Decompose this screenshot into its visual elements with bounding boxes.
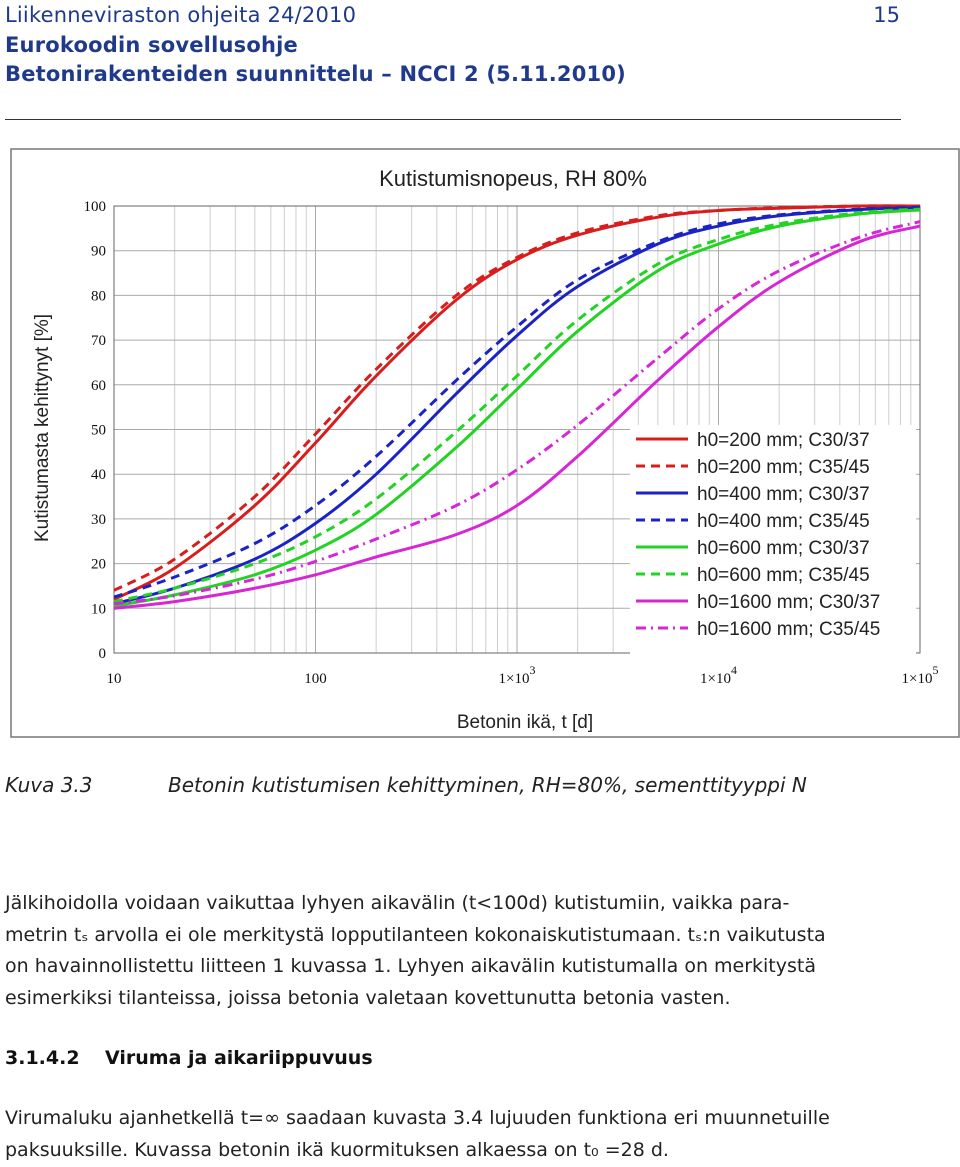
page-number: 15	[873, 3, 900, 27]
x-axis-label: Betonin ikä, t [d]	[456, 712, 594, 733]
section-heading	[5, 1047, 373, 1069]
legend-label: h0=200 mm; C35/45	[697, 457, 870, 478]
legend-label: h0=400 mm; C30/37	[697, 484, 870, 505]
publication-series: Liikenneviraston ohjeita 24/2010	[5, 3, 357, 27]
paragraph-1-line: metrin tₛ arvolla ei ole merkitystä lopputilanteen kokonaiskutistumaan. tₛ:n vaikutusta	[5, 923, 826, 946]
y-tick-label: 80	[91, 288, 106, 305]
legend	[630, 425, 916, 655]
y-tick-label: 30	[91, 511, 106, 528]
y-tick-label: 100	[83, 199, 106, 215]
chart-title: Kutistumisnopeus, RH 80%	[379, 166, 647, 191]
legend-label: h0=600 mm; C35/45	[697, 565, 870, 586]
x-tick-label: $1\times 10^5$	[901, 663, 939, 687]
section-number: 3.1.4.2	[5, 1047, 80, 1069]
y-tick-label: 40	[91, 467, 106, 484]
document-title: Betonirakenteiden suunnittelu – NCCI 2 (5.11.2010)	[5, 62, 626, 86]
x-tick-label: 10	[106, 671, 122, 687]
y-tick-label: 20	[91, 556, 106, 573]
legend-label: h0=600 mm; C30/37	[697, 538, 870, 559]
paragraph-2	[5, 1103, 905, 1166]
document-subtitle: Eurokoodin sovellusohje	[5, 33, 298, 57]
legend-label: h0=1600 mm; C35/45	[697, 619, 881, 640]
figure-caption-text: Betonin kutistumisen kehittyminen, RH=80%, sementtityyppi N	[168, 773, 807, 797]
x-tick-label: $1\times 10^3$	[498, 663, 536, 687]
y-tick-label: 50	[91, 422, 106, 439]
paragraph-2-line: paksuuksille. Kuvassa betonin ikä kuormituksen alkaessa on t₀ =28 d.	[5, 1138, 669, 1161]
legend-label: h0=200 mm; C30/37	[697, 430, 870, 451]
y-tick-label: 0	[98, 646, 106, 662]
paragraph-1-line: Jälkihoidolla voidaan vaikuttaa lyhyen aikavälin (t<100d) kutistumiin, vaikka para-	[5, 892, 790, 914]
shrinkage-chart	[10, 148, 960, 738]
y-axis-label: Kutistumasta kehittynyt [%]	[32, 313, 53, 543]
y-tick-label: 60	[91, 377, 106, 394]
paragraph-1	[5, 888, 905, 1014]
y-tick-label: 90	[91, 243, 106, 260]
figure-caption-label: Kuva 3.3	[5, 773, 93, 797]
paragraph-2-line: Virumaluku ajanhetkellä t=∞ saadaan kuvasta 3.4 lujuuden funktiona eri muunnetuille	[5, 1107, 830, 1129]
y-tick-label: 70	[91, 333, 106, 350]
header-divider	[5, 119, 901, 120]
legend-label: h0=1600 mm; C30/37	[697, 592, 881, 613]
x-tick-label: 100	[304, 671, 327, 687]
x-tick-label: $1\times 10^4$	[700, 663, 737, 687]
y-tick-label: 10	[91, 601, 106, 618]
paragraph-1-line: on havainnollistettu liitteen 1 kuvassa 1. Lyhyen aikavälin kutistumalla on merkitystä	[5, 955, 816, 977]
legend-label: h0=400 mm; C35/45	[697, 511, 870, 532]
paragraph-1-line: esimerkiksi tilanteissa, joissa betonia valetaan kovettunutta betonia vasten.	[5, 986, 731, 1009]
section-title: Viruma ja aikariippuvuus	[105, 1047, 373, 1069]
